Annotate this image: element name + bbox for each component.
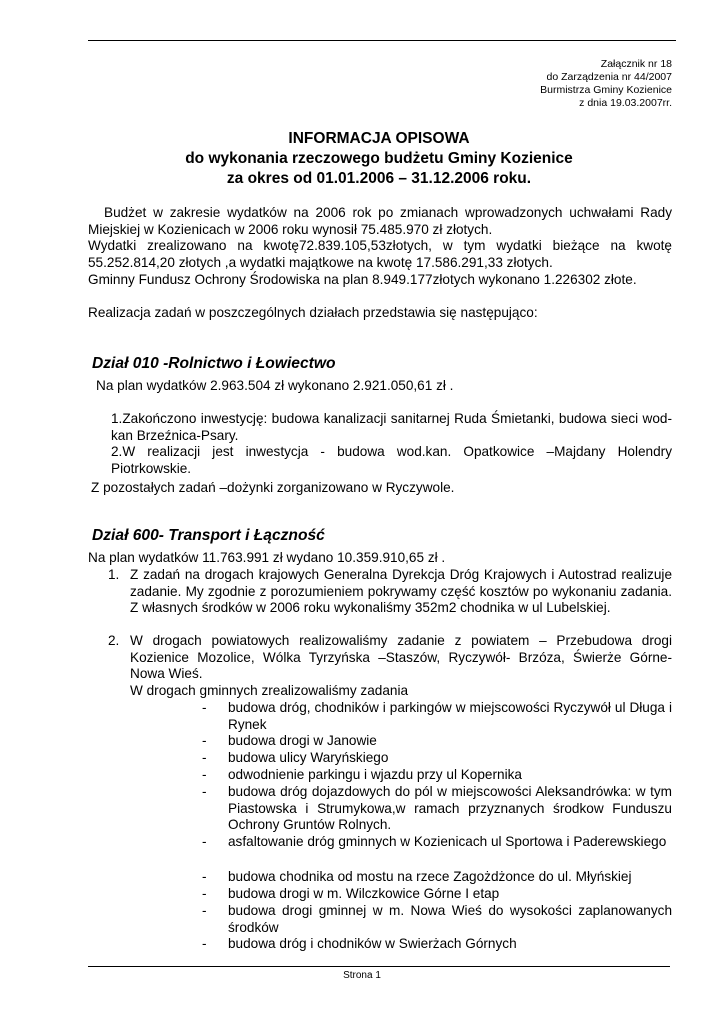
section-010-item-2: 2.W realizacji jest inwestycja - budowa wod.kan. Opatkowice –Majdany Holendry Piotrkowskie.	[111, 444, 672, 476]
section-heading-600: Dział 600- Transport i Łączność	[92, 527, 325, 544]
section-600-gminne-intro: W drogach gminnych zrealizowaliśmy zadania	[130, 683, 409, 698]
attachment-line: Załącznik nr 18	[600, 58, 672, 70]
task-dash: -	[202, 936, 207, 951]
title-line-2: do wykonania rzeczowego budżetu Gminy Kozienice	[185, 150, 573, 167]
item-text: W drogach powiatowych realizowaliśmy zadanie z powiatem – Przebudowa drogi Kozienice Mozolice, Wólka Tyrzyńska –Staszów, Ryczywół- Brzóza, Świerże Górne- Nowa Wieś.	[130, 633, 672, 682]
attachment-line: Burmistrza Gminy Kozienice	[540, 84, 672, 96]
section-010-other: Z pozostałych zadań –dożynki zorganizowano w Ryczywole.	[91, 480, 455, 495]
title-line-3: za okres od 01.01.2006 – 31.12.2006 roku.	[226, 170, 532, 187]
item-number: 1.	[108, 567, 120, 582]
task-text: asfaltowanie dróg gminnych w Kozienicach ul Sportowa i Paderewskiego	[228, 834, 667, 849]
section-010-item-1: 1.Zakończono inwestycję: budowa kanalizacji sanitarnej Ruda Śmietanki, budowa sieci wod-kan Brzeźnica-Psary.	[111, 411, 672, 443]
item-text: Z zadań na drogach krajowych Generalna Dyrekcja Dróg Krajowych i Autostrad realizuje zadanie. My zgodnie z porozumieniem pokrywamy część kosztów po wykonaniu zadania. Z własnych środków w 2006 roku wykonaliśmy 352m2 chodnika w ul Lubelskiej.	[130, 567, 672, 616]
attachment-line: do Zarządzenia nr 44/2007	[546, 71, 672, 83]
task-text: budowa dróg, chodników i parkingów w miejscowości Ryczywół ul Długa i Rynek	[228, 700, 672, 732]
task-dash: -	[202, 750, 207, 765]
task-item	[202, 700, 672, 733]
task-item	[202, 784, 672, 834]
task-text: budowa ulicy Waryńskiego	[228, 750, 389, 765]
task-item	[202, 733, 672, 750]
page-number: Strona 1	[343, 970, 381, 981]
task-dash: -	[202, 886, 207, 901]
section-600-item-2	[108, 633, 672, 683]
bottom-rule	[88, 966, 670, 967]
task-item	[202, 886, 672, 903]
task-dash: -	[202, 784, 207, 799]
task-item	[202, 936, 672, 953]
task-item	[202, 750, 672, 767]
task-text: budowa drogi w m. Wilczkowice Górne I etap	[228, 886, 500, 901]
top-rule	[88, 40, 676, 41]
task-item	[202, 869, 672, 886]
document-title	[88, 129, 670, 189]
task-text: budowa chodnika od mostu na rzece Zagożdżonce do ul. Młyńskiej	[228, 869, 632, 884]
section-600-item-1	[108, 567, 672, 617]
intro-paragraph-expenses: Wydatki zrealizowano na kwotę72.839.105,53złotych, w tym wydatki bieżące na kwotę 55.252.814,20 złotych ,a wydatki majątkowe na kwotę 17.586.291,33 złotych.	[88, 238, 672, 270]
item-number: 2.	[108, 633, 120, 648]
task-dash: -	[202, 834, 207, 849]
task-dash: -	[202, 767, 207, 782]
attachment-line: z dnia 19.03.2007rr.	[579, 97, 672, 109]
section-010-plan: Na plan wydatków 2.963.504 zł wykonano 2.921.050,61 zł .	[96, 378, 454, 393]
section-heading-010: Dział 010 -Rolnictwo i Łowiectwo	[92, 355, 336, 372]
task-text: budowa dróg dojazdowych do pól w miejscowości Aleksandrówka: w tym Piastowska i Strumykowa,w ramach przyznanych środkow Funduszu Ochrony Gruntów Rolnych.	[228, 784, 672, 833]
task-text: odwodnienie parkingu i wjazdu przy ul Kopernika	[228, 767, 522, 782]
title-line-1: INFORMACJA OPISOWA	[288, 130, 470, 147]
section-600-plan: Na plan wydatków 11.763.991 zł wydano 10.359.910,65 zł .	[88, 550, 446, 565]
task-dash: -	[202, 869, 207, 884]
task-text: budowa drogi gminnej w m. Nowa Wieś do wysokości zaplanowanych środków	[228, 903, 672, 935]
task-dash: -	[202, 903, 207, 918]
intro-paragraph-fund: Gminny Fundusz Ochrony Środowiska na plan 8.949.177złotych wykonano 1.226302 złote.	[88, 272, 637, 287]
task-item	[202, 834, 672, 851]
task-item	[202, 767, 672, 784]
intro-paragraph-realization: Realizacja zadań w poszczególnych działach przedstawia się następująco:	[88, 305, 538, 320]
task-dash: -	[202, 733, 207, 748]
intro-paragraph-budget: Budżet w zakresie wydatków na 2006 rok po zmianach wprowadzonych uchwałami Rady Miejskiej w Kozienicach w 2006 roku wynosił 75.485.970 zł złotych.	[88, 205, 672, 237]
task-item	[202, 903, 672, 936]
task-dash: -	[202, 700, 207, 715]
task-text: budowa drogi w Janowie	[228, 733, 377, 748]
attachment-note	[540, 58, 672, 110]
task-text: budowa dróg i chodników w Swierżach Górnych	[228, 936, 517, 951]
